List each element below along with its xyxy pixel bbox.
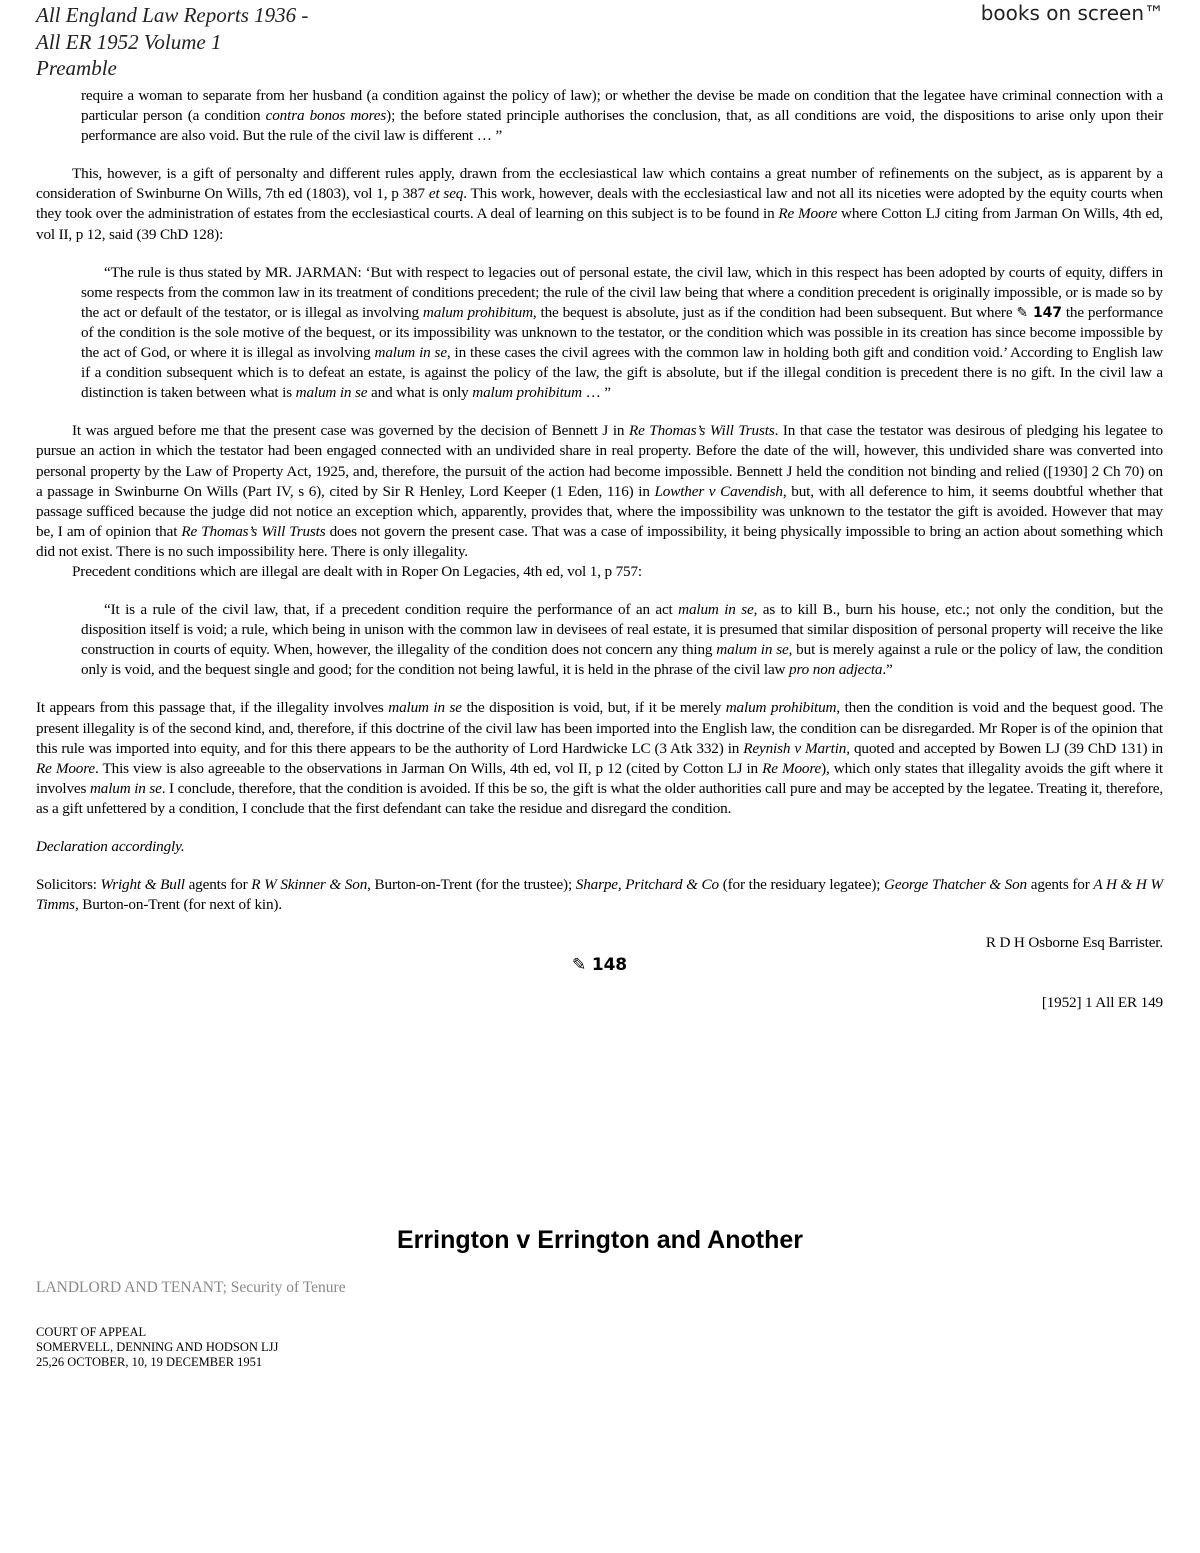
court-name: COURT OF APPEAL <box>36 1325 147 1339</box>
italic-term: malum in se <box>388 699 462 717</box>
italic-term: et seq <box>428 185 464 203</box>
report-section: Preamble <box>36 56 117 80</box>
text-run: It was argued before me that the present case was governed by the decision of Bennett J in <box>72 422 629 440</box>
text-run: the disposition is void, but, if it be merely <box>461 699 726 717</box>
italic-term: malum in se <box>678 601 754 619</box>
case-citation: [1952] 1 All ER 149 <box>1041 994 1163 1012</box>
case-name: Re Moore <box>762 759 822 777</box>
text-run: It appears from this passage that, if the illegality involves <box>36 699 389 717</box>
text-run: , but, with all deference to him, it seems doubtful whether that passage sufficed because the judge did not notice an exception which, apparently, provides that, where the impossibility was unknown to the testator the gift is avoided. However that may be, I am of opinion that <box>36 482 1163 540</box>
report-header <box>36 2 308 82</box>
text-run: . In that case the testator was desirous of pledging his legatee to pursue an action in which the testator had been engaged connected with an undivided share in real property. Before the date of the will, however, this undivided share was converted into personal property by the Law of Property Act, 1925, and, therefore, the pursuit of the action had become impossible. Bennett J held the condition not binding and relied ([1930] 2 Ch 70) on a passage in Swinburne On Wills (Part IV, s 6), cited by Sir R Henley, Lord Keeper (1 Eden, 116) in <box>36 422 1164 500</box>
subject-heading: LANDLORD AND TENANT; Security of Tenure <box>36 1279 346 1296</box>
text-run: , Burton-on-Trent (for the trustee); <box>367 876 576 894</box>
declaration <box>36 837 1163 857</box>
text-run: , but is merely against a rule or the policy of law, the condition only is void, and the bequest single and good; for the condition not being lawful, it is held in the phrase of the civil law <box>81 641 1163 679</box>
page-marker-148: ✎ 148 <box>572 955 627 976</box>
page-marker-147: ✎ 147 <box>1016 304 1062 321</box>
firm-name: R W Skinner & Son <box>251 876 368 894</box>
italic-term: pro non adjecta <box>789 661 883 679</box>
text-run: “The rule is thus stated by MR. JARMAN: ‘But with respect to legacies out of personal estate, the civil law, which in this respect has been adopted by courts of equity, differs in some respects from the common law in its treatment of conditions precedent; the rule of the civil law being that where a condition precedent is originally impossible, or is made so by the act or default of the testator, or is illegal as involving <box>81 263 1163 321</box>
reporter-credit: R D H Osborne Esq Barrister. <box>985 934 1163 952</box>
text-run: Precedent conditions which are illegal are dealt with in Roper On Legacies, 4th ed, vol 1, p 757: <box>72 562 642 580</box>
case-name: Reynish v Martin <box>743 739 847 757</box>
case-name: Re Thomas’s Will Trusts <box>628 422 775 440</box>
italic-term: malum in se <box>89 779 162 797</box>
paragraph-roper <box>36 562 1163 582</box>
text-run: (for the residuary legatee); <box>719 876 885 894</box>
text-run: , then the condition is void and the bequest good. The present illegality is of the second kind, and, therefore, if this doctrine of the civil law has been imported into the English law, the condition can be disregarded. Mr Roper is of the opinion that this rule was imported into equity, and for this there appears to be the authority of Lord Hardwicke LC (3 Atk 332) in <box>36 699 1163 757</box>
text-run: , as to kill B., burn his house, etc.; not only the condition, but the disposition itself is void; a rule, which being in unison with the common law in devisees of real estate, it is presumed that similar disposition of personal property will receive the like construction in courts of equity. When, however, the illegality of the condition does not concern any thing <box>81 601 1163 659</box>
italic-term: malum in se <box>716 641 789 659</box>
report-series: All England Law Reports 1936 - <box>36 3 309 27</box>
quote-paragraph-roper <box>36 600 1163 680</box>
italic-term: malum prohibitum <box>472 384 582 402</box>
text-run: ); the before stated principle authorises the conclusion, that, as all conditions are void, the dispositions to arise only upon their performance are also void. But the rule of the civil law is different … ” <box>81 107 1163 145</box>
text-run: This, however, is a gift of personalty and different rules apply, drawn from the ecclesiastical law which contains a great number of refinements on the subject, as is apparent by a consideration of Swinburne On Wills, 7th ed (1803), vol 1, p 387 <box>36 165 1163 203</box>
italic-term: malum prohibitum <box>725 699 837 717</box>
text-run: . This work, however, deals with the ecclesiastical law and not all its niceties were adopted by the equity courts when they took over the administration of estates from the ecclesiastical courts. A deal of learning on this subject is to be found in <box>36 185 1163 223</box>
firm-name: A H & H W Timms <box>36 876 1163 914</box>
report-volume: All ER 1952 Volume 1 <box>36 29 222 54</box>
text-run: ), which only states that illegality avoids the gift where it involves <box>36 759 1163 797</box>
court-details <box>36 1325 278 1370</box>
solicitors-paragraph <box>36 875 1163 915</box>
case-name: Re Moore <box>778 205 838 223</box>
text-run: “It is a rule of the civil law, that, if a precedent condition require the performance of an act <box>104 601 679 619</box>
italic-term: malum in se <box>374 344 447 362</box>
case-name: Re Thomas’s Will Trusts <box>181 522 326 540</box>
text-run: agents for <box>184 876 252 894</box>
declaration-text: Declaration accordingly. <box>36 838 185 855</box>
case-name: Lowther v Cavendish <box>654 482 783 500</box>
paragraph-conclusion <box>36 698 1163 819</box>
hearing-dates: 25,26 OCTOBER, 10, 19 DECEMBER 1951 <box>36 1355 263 1369</box>
court-judges: SOMERVELL, DENNING AND HODSON LJJ <box>36 1340 279 1354</box>
text-run: Solicitors: <box>36 876 101 894</box>
firm-name: Sharpe, Pritchard & Co <box>575 876 719 894</box>
italic-term: contra bonos mores <box>265 107 387 125</box>
text-run: … ” <box>581 384 611 402</box>
firm-name: George Thatcher & Son <box>884 876 1027 894</box>
judgment-body <box>36 86 1163 1014</box>
text-run: , quoted and accepted by Bowen LJ (39 ChD 131) in <box>846 739 1163 757</box>
text-run: . This view is also agreeable to the observations in Jarman On Wills, 4th ed, vol II, p 12 (cited by Cotton LJ in <box>95 759 763 777</box>
quote-paragraph-jarman <box>36 263 1163 404</box>
case-title: Errington v Errington and Another <box>396 1226 803 1254</box>
text-run: and what is only <box>367 384 473 402</box>
text-run: does not govern the present case. That was a case of impossibility, it being physically impossible to bring an action about something which did not exist. There is no such impossibility here. There is only illegality. <box>36 522 1163 560</box>
paragraph-argument <box>36 421 1163 562</box>
text-run: . I conclude, therefore, that the condition is avoided. If this be so, the gift is what the older authorities call pure and may be accepted by the legatee. Treating it, therefore, as a gift unfettered by a condition, I conclude that the first defendant can take the residue and disregard the condition. <box>36 779 1163 817</box>
quote-paragraph-1 <box>36 86 1163 146</box>
italic-term: malum in se <box>295 384 368 402</box>
case-name: Re Moore <box>36 759 96 777</box>
paragraph-personalty <box>36 164 1163 244</box>
text-run: require a woman to separate from her husband (a condition against the policy of law); or whether the devise be made on condition that the legatee have criminal connection with a particular person (a condition <box>81 87 1163 125</box>
text-run: , in these cases the civil agrees with the common law in holding both gift and condition void.’ According to English law if a condition subsequent which is to defeat an estate, is against the policy of the law, the gift is absolute, but if the illegal condition is precedent there is no gift. In the civil law a distinction is taken between what is <box>81 344 1163 402</box>
text-run: where Cotton LJ citing from Jarman On Wills, 4th ed, vol II, p 12, said (39 ChD 128): <box>36 205 1164 243</box>
text-run: .” <box>882 661 893 679</box>
text-run: agents for <box>1026 876 1094 894</box>
text-run: the performance of the condition is the sole motive of the bequest, or its impossibility was unknown to the testator, or the condition which was possible in its creation has since become impossible by the act of God, or where it is illegal as involving <box>81 303 1163 362</box>
brand-logo: books on screen™ <box>980 1 1164 25</box>
text-run: , Burton-on-Trent (for next of kin). <box>74 896 282 914</box>
italic-term: malum prohibitum <box>422 303 533 321</box>
text-run: , the bequest is absolute, just as if the condition had been subsequent. But where <box>532 303 1017 321</box>
firm-name: Wright & Bull <box>100 876 185 894</box>
